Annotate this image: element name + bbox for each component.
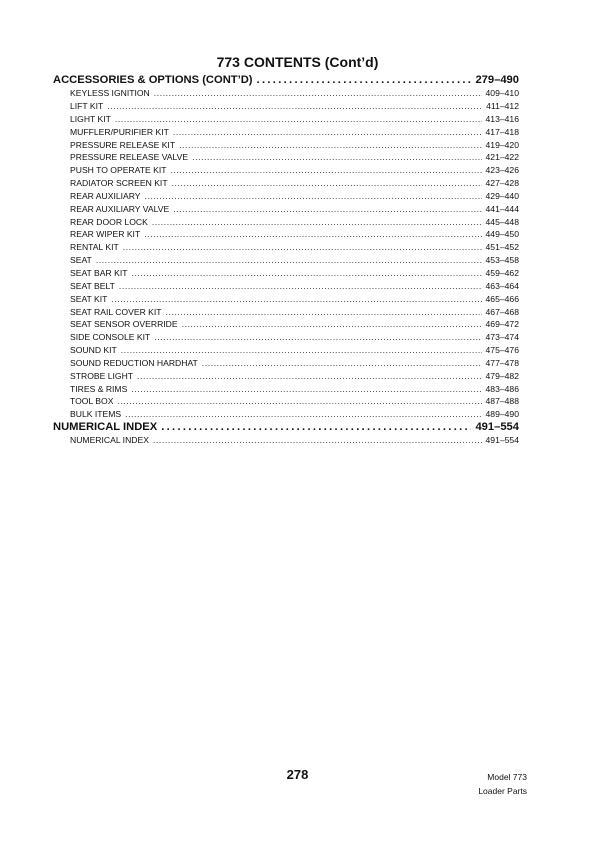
toc-item-pages: 491–554 <box>485 435 519 446</box>
toc-item[interactable] <box>53 254 519 267</box>
dot-leader <box>115 113 482 126</box>
toc-item-pages: 421–422 <box>485 152 519 163</box>
dot-leader <box>152 216 482 229</box>
toc-item-label: SEAT KIT <box>70 293 108 304</box>
dot-leader <box>125 408 481 421</box>
toc-item-pages: 489–490 <box>485 409 519 420</box>
toc-item-label: SEAT <box>70 255 92 266</box>
toc-item-label: PRESSURE RELEASE KIT <box>70 139 176 150</box>
toc-item[interactable] <box>53 408 519 421</box>
toc-item[interactable] <box>53 203 519 216</box>
toc-item[interactable] <box>53 190 519 203</box>
toc-item[interactable] <box>53 344 519 357</box>
toc-item-label: NUMERICAL INDEX <box>70 435 149 446</box>
toc-section-numerical-index[interactable] <box>53 421 519 434</box>
section-label: ACCESSORIES & OPTIONS (CONT’D) <box>53 74 253 86</box>
dot-leader <box>111 293 481 306</box>
dot-leader <box>166 306 482 319</box>
toc-item-pages: 423–426 <box>485 165 519 176</box>
toc-item-pages: 473–474 <box>485 332 519 343</box>
dot-leader <box>192 151 481 164</box>
dot-leader <box>153 434 482 447</box>
toc-section-accessories[interactable] <box>53 74 519 87</box>
toc-item[interactable] <box>53 357 519 370</box>
toc-item[interactable] <box>53 318 519 331</box>
toc-item-label: TIRES & RIMS <box>70 383 128 394</box>
dot-leader <box>131 383 481 396</box>
dot-leader <box>117 395 481 408</box>
toc-item-label: KEYLESS IGNITION <box>70 88 150 99</box>
dot-leader <box>121 344 482 357</box>
toc-item[interactable] <box>53 164 519 177</box>
toc-item-label: LIFT KIT <box>70 101 104 112</box>
toc-item[interactable] <box>53 280 519 293</box>
toc-item-pages: 419–420 <box>485 139 519 150</box>
toc-item-label: SEAT BAR KIT <box>70 268 128 278</box>
toc-item-label: SEAT SENSOR OVERRIDE <box>70 319 178 330</box>
toc-item-pages: 427–428 <box>485 178 519 189</box>
dot-leader <box>123 241 482 254</box>
dot-leader <box>145 190 482 203</box>
toc-item-pages: 409–410 <box>485 88 519 99</box>
toc-item-label: BULK ITEMS <box>70 409 122 420</box>
dot-leader <box>107 100 482 113</box>
toc-item-label: RADIATOR SCREEN KIT <box>70 178 168 189</box>
toc-item-label: REAR AUXILIARY <box>70 190 141 201</box>
toc-item[interactable] <box>53 151 519 164</box>
toc-item-pages: 463–464 <box>485 280 519 291</box>
toc-item-label: SIDE CONSOLE KIT <box>70 332 151 343</box>
section-pages: 279–490 <box>475 74 519 86</box>
dot-leader <box>144 228 481 241</box>
toc-item-pages: 483–486 <box>485 383 519 394</box>
dot-leader <box>173 126 482 139</box>
toc-item[interactable] <box>53 100 519 113</box>
toc-item-pages: 487–488 <box>485 396 519 407</box>
toc-item[interactable] <box>53 434 519 447</box>
toc-item-pages: 417–418 <box>485 126 519 137</box>
toc-item-pages: 411–412 <box>486 101 519 112</box>
toc-item[interactable] <box>53 370 519 383</box>
toc-item-label: PUSH TO OPERATE KIT <box>70 165 167 176</box>
toc-item-label: REAR DOOR LOCK <box>70 216 148 227</box>
toc-item[interactable] <box>53 267 519 280</box>
dot-leader <box>161 421 471 434</box>
toc-item-pages: 453–458 <box>485 255 519 266</box>
dot-leader <box>154 87 482 100</box>
toc-item-label: PRESSURE RELEASE VALVE <box>70 152 189 163</box>
toc-item[interactable] <box>53 331 519 344</box>
toc-item-label: SOUND REDUCTION HARDHAT <box>70 357 198 368</box>
dot-leader <box>182 318 482 331</box>
toc-item[interactable] <box>53 139 519 152</box>
page-number: 278 <box>286 767 309 782</box>
toc-item[interactable] <box>53 306 519 319</box>
footer-model: Model 773 <box>487 772 527 782</box>
footer-model-info <box>478 770 527 798</box>
toc-item-pages: 413–416 <box>485 113 519 124</box>
toc-item-pages: 479–482 <box>485 370 519 381</box>
dot-leader <box>257 74 472 87</box>
dot-leader <box>179 139 481 152</box>
toc-item-label: REAR WIPER KIT <box>70 229 141 240</box>
dot-leader <box>96 254 482 267</box>
dot-leader <box>131 267 481 280</box>
table-of-contents <box>53 74 519 447</box>
toc-item-pages: 459–462 <box>485 268 519 278</box>
toc-item-label: SOUND KIT <box>70 345 117 356</box>
toc-item-label: SEAT RAIL COVER KIT <box>70 306 162 317</box>
toc-item-pages: 429–440 <box>485 190 519 201</box>
toc-item[interactable] <box>53 383 519 396</box>
footer-subtitle: Loader Parts <box>478 786 527 796</box>
toc-item-pages: 475–476 <box>485 345 519 356</box>
toc-item[interactable] <box>53 395 519 408</box>
toc-item[interactable] <box>53 216 519 229</box>
toc-item[interactable] <box>53 293 519 306</box>
section-pages: 491–554 <box>475 421 519 434</box>
toc-item[interactable] <box>53 113 519 126</box>
dot-leader <box>119 280 482 293</box>
toc-item-pages: 449–450 <box>485 229 519 240</box>
toc-item-label: REAR AUXILIARY VALVE <box>70 203 170 214</box>
toc-item-label: LIGHT KIT <box>70 113 111 124</box>
dot-leader <box>170 164 481 177</box>
toc-item[interactable] <box>53 87 519 100</box>
page-title: 773 CONTENTS (Cont’d) <box>216 54 379 70</box>
toc-item-pages: 467–468 <box>485 306 519 317</box>
toc-item-label: TOOL BOX <box>70 396 114 407</box>
dot-leader <box>202 357 482 370</box>
toc-item-label: SEAT BELT <box>70 280 115 291</box>
toc-item-pages: 441–444 <box>485 203 519 214</box>
toc-item-pages: 451–452 <box>485 242 519 253</box>
dot-leader <box>173 203 481 216</box>
toc-item[interactable] <box>53 228 519 241</box>
dot-leader <box>137 370 482 383</box>
toc-item[interactable] <box>53 126 519 139</box>
dot-leader <box>172 177 482 190</box>
toc-item-pages: 477–478 <box>485 357 519 368</box>
toc-item-label: STROBE LIGHT <box>70 370 134 381</box>
toc-item-label: RENTAL KIT <box>70 242 119 253</box>
toc-item[interactable] <box>53 241 519 254</box>
toc-item[interactable] <box>53 177 519 190</box>
toc-item-pages: 445–448 <box>485 216 519 227</box>
toc-item-pages: 465–466 <box>485 293 519 304</box>
toc-item-pages: 469–472 <box>485 319 519 330</box>
dot-leader <box>154 331 481 344</box>
toc-item-label: MUFFLER/PURIFIER KIT <box>70 126 169 137</box>
section-label: NUMERICAL INDEX <box>53 421 158 434</box>
